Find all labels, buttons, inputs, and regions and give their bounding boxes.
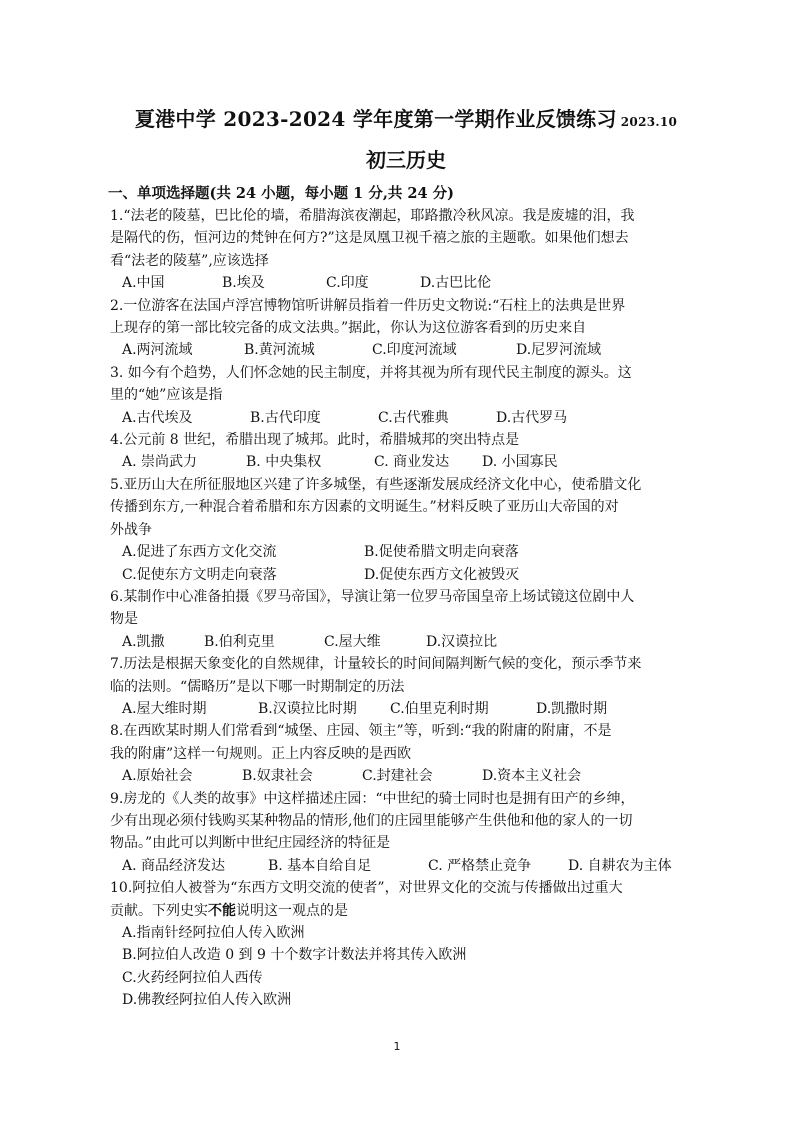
question-stem-line: 6.某制作中心准备拍摄《罗马帝国》，导演让第一位罗马帝国皇帝上场试镜这位剧中人 (110, 588, 635, 605)
question-stem-line: 上现存的第一部比较完备的成文法典。”据此，你认为这位游客看到的历史来自 (110, 320, 587, 337)
question-stem-line (110, 900, 702, 922)
question-stem-line: 物是 (110, 611, 138, 628)
question-options (122, 407, 702, 429)
question-options (122, 339, 702, 361)
question-stem-line: 少有出现必须付钱购买某种物品的情形,他们的庄园里能够产生供他和他的家人的一切 (110, 812, 633, 829)
option-a: A.古代埃及 (122, 409, 193, 426)
question-9 (110, 788, 702, 878)
question-options (122, 451, 702, 473)
option-c: C. 商业发达 (374, 454, 450, 471)
option-d: D.佛教经阿拉伯人传入欧洲 (122, 992, 292, 1009)
option-c: C.促使东方文明走向衰落 (122, 566, 277, 583)
stem-emphasis: 不能 (208, 902, 236, 919)
option-b: B.古代印度 (250, 409, 321, 426)
question-options (122, 698, 702, 720)
option-d: D.古代罗马 (496, 409, 568, 426)
question-8 (110, 720, 702, 787)
option-a: A.原始社会 (122, 768, 193, 785)
question-stem-line: 物品。”由此可以判断中世纪庄园经济的特征是 (110, 835, 391, 852)
question-options (122, 564, 702, 586)
stem-text: 说明这一观点的是 (236, 902, 348, 919)
stem-text: 贡献。下列史实 (110, 902, 208, 919)
option-a: A.屋大维时期 (122, 700, 207, 717)
question-10 (110, 877, 702, 1011)
option-a: A.两河流域 (122, 342, 193, 359)
title-date: 2023.10 (620, 115, 678, 129)
option-b: B.奴隶社会 (242, 768, 313, 785)
option-c: C.封建社会 (362, 768, 433, 785)
question-stem-line: 外战争 (110, 521, 152, 538)
option-d: D.古巴比伦 (420, 275, 492, 292)
question-stem-line: 10.阿拉伯人被誉为“东西方文明交流的使者”，对世界文化的交流与传播做出过重大 (110, 880, 623, 897)
option-c: C.印度河流域 (372, 342, 457, 359)
option-c: C.古代雅典 (378, 409, 449, 426)
option-d: D. 自耕农为主体 (568, 857, 672, 874)
question-stem-line: 里的“她”应该是指 (110, 387, 223, 404)
title-text: 夏港中学 2023-2024 学年度第一学期作业反馈练习 (134, 107, 617, 131)
question-stem-line: 临的法则。“儒略历”是以下哪一时期制定的历法 (110, 678, 405, 695)
section-heading: 一、单项选择题(共 24 小题，每小题 1 分,共 24 分) (108, 185, 455, 202)
option-d: D.凯撒时期 (536, 700, 608, 717)
option-a: A. 商品经济发达 (122, 857, 226, 874)
question-options (122, 272, 702, 294)
question-stem-line: 是隔代的伤，恒河边的梵钟在何方?”这是凤凰卫视千禧之旅的主题歌。如果他们想去 (110, 230, 629, 247)
option-d: D. 小国寡民 (482, 454, 558, 471)
option-c: C.印度 (326, 275, 369, 292)
question-stem-line: 3. 如今有个趋势，人们怀念她的民主制度，并将其视为所有现代民主制度的源头。这 (110, 364, 632, 381)
option-b: B. 基本自给自足 (268, 857, 372, 874)
option-b: B. 中央集权 (246, 454, 322, 471)
option-a: A.促进了东西方文化交流 (122, 544, 277, 561)
option-d: D.资本主义社会 (482, 768, 582, 785)
question-options (122, 855, 702, 877)
question-options (122, 765, 702, 787)
question-options (122, 541, 702, 563)
option-b: B.黄河流城 (244, 342, 315, 359)
document-title (110, 106, 702, 135)
question-5 (110, 474, 702, 586)
question-stem-line: 我的附庸”这样一句规则。正上内容反映的是西欧 (110, 745, 412, 762)
option-d: D.尼罗河流域 (516, 342, 602, 359)
option-c: C.屋大维 (324, 633, 381, 650)
option-b: B.汉谟拉比时期 (258, 700, 357, 717)
question-stem-line: 看“法老的陵墓”,应该选择 (110, 252, 269, 269)
question-6 (110, 586, 702, 653)
option-b: B.促使希腊文明走向衰落 (364, 544, 519, 561)
option-c: C.伯里克利时期 (390, 700, 489, 717)
option-c: C.火药经阿拉伯人西传 (122, 969, 263, 986)
option-a: A.凯撒 (122, 633, 165, 650)
question-stem-line: 1.“法老的陵墓，巴比伦的墙，希腊海滨夜潮起，耶路撒冷秋风凉。我是废墟的泪，我 (110, 208, 635, 224)
option-d: D.汉谟拉比 (426, 633, 498, 650)
question-stem-line: 传播到东方,一种混合着希腊和东方因素的文明诞生。”材料反映了亚历山大帝国的对 (110, 499, 619, 516)
question-7 (110, 653, 702, 720)
document-subtitle: 初三历史 (366, 148, 446, 172)
option-b: B.伯利克里 (204, 633, 275, 650)
question-3 (110, 362, 702, 429)
option-d: D.促使东西方文化被毁灭 (364, 566, 520, 583)
option-b: B.阿拉伯人改造 0 到 9 十个数字计数法并将其传入欧洲 (122, 947, 467, 964)
option-a: A. 崇尚武力 (122, 454, 198, 471)
question-stem-line: 9.房龙的《人类的故事》中这样描述庄园：“中世纪的骑士同时也是拥有田产的乡绅， (110, 790, 635, 807)
question-2 (110, 295, 702, 362)
page-number: 1 (393, 1040, 401, 1053)
option-a: A.指南针经阿拉伯人传入欧洲 (122, 925, 305, 941)
question-stem-line: 7.历法是根据天象变化的自然规律，计量较长的时间间隔判断气候的变化，预示季节来 (110, 656, 642, 673)
question-4 (110, 429, 702, 474)
option-b: B.埃及 (222, 275, 265, 292)
question-stem-line: 2.一位游客在法国卢浮宫博物馆听讲解员指着一件历史文物说:“石柱上的法典是世界 (110, 297, 626, 314)
option-c: C. 严格禁止竞争 (428, 857, 532, 874)
question-options (122, 631, 702, 653)
question-1 (110, 205, 702, 295)
question-stem-line: 8.在西欧某时期人们常看到“城堡、庄园、领主”等，听到:“我的附庸的附庸，不是 (110, 723, 612, 740)
question-stem-line: 5.亚历山大在所征服地区兴建了许多城堡，有些逐渐发展成经济文化中心，使希腊文化 (110, 476, 642, 493)
option-a: A.中国 (122, 275, 165, 292)
question-stem-line: 4.公元前 8 世纪，希腊出现了城邦。此时，希腊城邦的突出特点是 (110, 432, 520, 449)
